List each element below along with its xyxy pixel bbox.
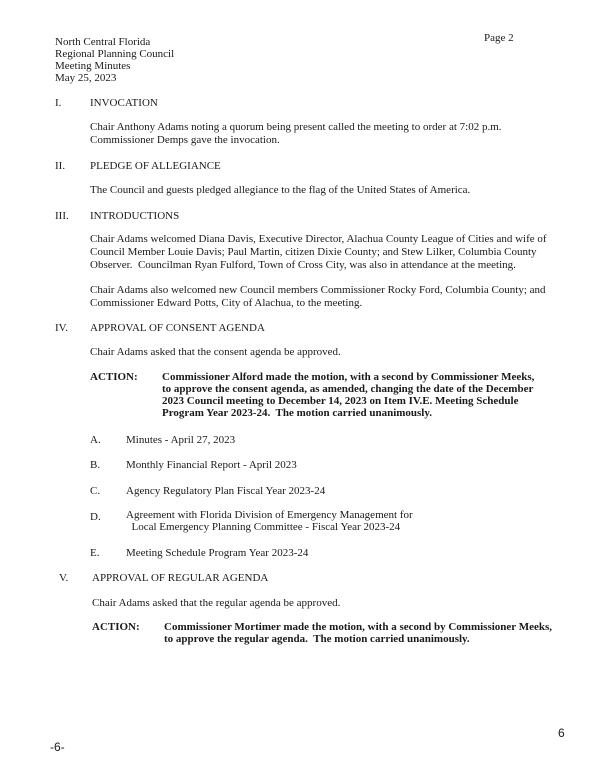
action-label: ACTION: bbox=[90, 371, 138, 383]
section-number: III. bbox=[55, 210, 69, 222]
section-number: I. bbox=[55, 97, 62, 109]
paragraph-line: Chair Adams asked that the regular agenda be approved. bbox=[92, 597, 341, 609]
paragraph-line: Chair Adams asked that the consent agenda be approved. bbox=[90, 346, 341, 358]
paragraph-line: Commissioner Edward Potts, City of Alachua, to the meeting. bbox=[90, 297, 363, 309]
section-number: V. bbox=[59, 572, 69, 584]
footer-page-number-right: 6 bbox=[558, 726, 565, 740]
paragraph-line: Chair Anthony Adams noting a quorum being present called the meeting to order at 7:02 p.m. bbox=[90, 121, 502, 133]
agenda-item-letter: D. bbox=[90, 511, 101, 523]
section-number: II. bbox=[55, 160, 66, 172]
action-label: ACTION: bbox=[92, 621, 140, 633]
section-title: INVOCATION bbox=[90, 97, 158, 109]
action-text-line: Program Year 2023-24. The motion carried unanimously. bbox=[162, 407, 433, 419]
paragraph-line: Chair Adams welcomed Diana Davis, Executive Director, Alachua County League of Cities and wife of bbox=[90, 233, 547, 245]
agenda-item-letter: A. bbox=[90, 434, 101, 446]
paragraph-line: The Council and guests pledged allegiance to the flag of the United States of America. bbox=[90, 184, 471, 196]
page-label: Page 2 bbox=[484, 32, 514, 44]
section-title: INTRODUCTIONS bbox=[90, 210, 180, 222]
action-text-line: Commissioner Mortimer made the motion, with a second by Commissioner Meeks, bbox=[164, 621, 553, 633]
section-title: APPROVAL OF CONSENT AGENDA bbox=[90, 322, 265, 334]
meeting-date: May 25, 2023 bbox=[55, 72, 117, 84]
agenda-item-text: Local Emergency Planning Committee - Fiscal Year 2023-24 bbox=[126, 521, 401, 533]
action-text-line: Commissioner Alford made the motion, with a second by Commissioner Meeks, bbox=[162, 371, 535, 383]
agenda-item-text: Minutes - April 27, 2023 bbox=[126, 434, 236, 446]
agenda-item-letter: C. bbox=[90, 485, 101, 497]
paragraph-line: Council Member Louie Davis; Paul Martin, citizen Dixie County; and Stew Lilker, Columbia County bbox=[90, 246, 537, 258]
agenda-item-text: Agency Regulatory Plan Fiscal Year 2023-24 bbox=[126, 485, 326, 497]
section-title: PLEDGE OF ALLEGIANCE bbox=[90, 160, 221, 172]
action-text-line: to approve the regular agenda. The motion carried unanimously. bbox=[164, 633, 470, 645]
section-title: APPROVAL OF REGULAR AGENDA bbox=[92, 572, 269, 584]
agenda-item-text: Monthly Financial Report - April 2023 bbox=[126, 459, 297, 471]
section-number: IV. bbox=[55, 322, 68, 334]
paragraph-line: Commissioner Demps gave the invocation. bbox=[90, 134, 280, 146]
footer-page-number-left: -6- bbox=[50, 740, 65, 754]
paragraph-line: Observer. Councilman Ryan Fulford, Town of Cross City, was also in attendance at the meeting. bbox=[90, 259, 516, 271]
agenda-item-text: Meeting Schedule Program Year 2023-24 bbox=[126, 547, 309, 559]
org-name-line-1: North Central Florida bbox=[55, 36, 151, 48]
org-name-line-2: Regional Planning Council bbox=[55, 48, 175, 60]
action-text-line: to approve the consent agenda, as amended, changing the date of the December bbox=[162, 383, 534, 395]
paragraph-line: Chair Adams also welcomed new Council members Commissioner Rocky Ford, Columbia County; and bbox=[90, 284, 546, 296]
agenda-item-text: Agreement with Florida Division of Emergency Management for bbox=[126, 509, 413, 521]
agenda-item-letter: B. bbox=[90, 459, 101, 471]
action-text-line: 2023 Council meeting to December 14, 2023 on Item IV.E. Meeting Schedule bbox=[162, 395, 519, 407]
document-type: Meeting Minutes bbox=[55, 60, 131, 72]
agenda-item-letter: E. bbox=[90, 547, 100, 559]
